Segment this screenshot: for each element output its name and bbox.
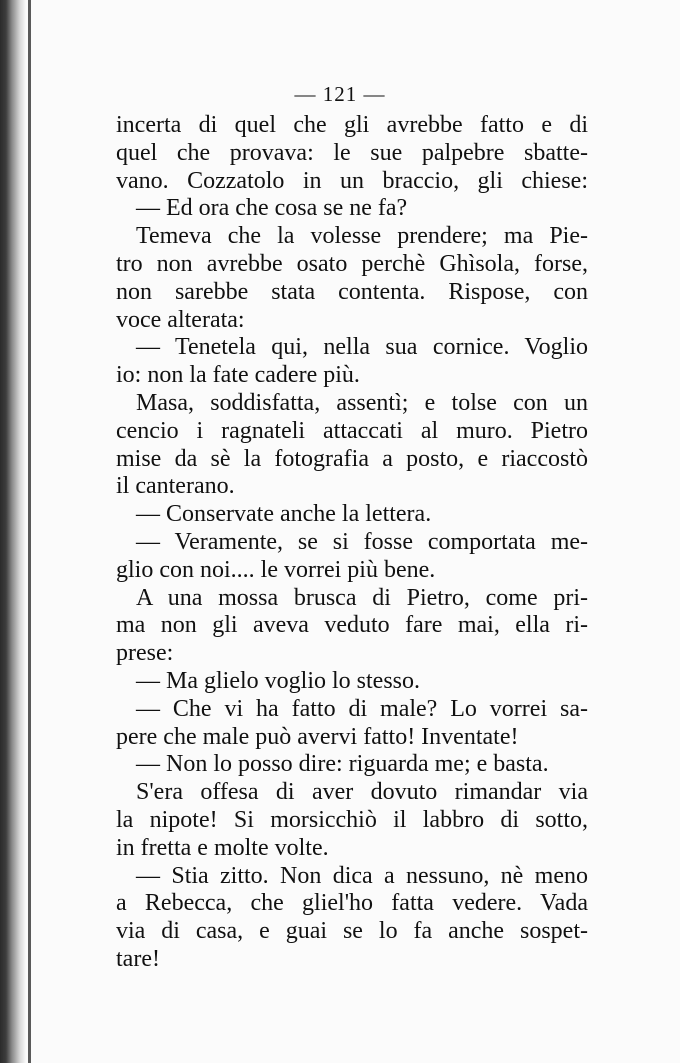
text-line: vano. Cozzatolo in un braccio, gli chiese: (116, 167, 588, 194)
text-line: glio con noi.... le vorrei più bene. (116, 556, 436, 583)
text-line: tare! (116, 945, 160, 972)
text-line: cencio i ragnateli attaccati al muro. Pietro (116, 417, 588, 444)
text-line: — Conservate anche la lettera. (136, 501, 432, 528)
text-line: incerta di quel che gli avrebbe fatto e di (116, 112, 588, 138)
text-line: prese: (116, 640, 174, 667)
text-line: pere che male può avervi fatto! Inventate! (116, 723, 519, 750)
text-line: A una mossa brusca di Pietro, come pri- (136, 584, 588, 611)
text-line: Masa, soddisfatta, assentì; e tolse con un (136, 389, 588, 416)
book-spine-shadow (0, 0, 26, 1063)
text-line: ma non gli aveva veduto fare mai, ella ri- (116, 612, 588, 639)
text-line: Temeva che la volesse prendere; ma Pie- (136, 223, 588, 250)
text-line: — Ma glielo voglio lo stesso. (136, 667, 420, 694)
text-line: voce alterata: (116, 306, 245, 333)
text-line: via di casa, e guai se lo fa anche sospet- (116, 918, 588, 945)
text-line: S'era offesa di aver dovuto rimandar via (136, 779, 588, 806)
text-line: io: non la fate cadere più. (116, 362, 360, 389)
text-line: quel che provava: le sue palpebre sbatte- (116, 139, 588, 166)
text-line: mise da sè la fotografia a posto, e riaccostò (116, 445, 588, 472)
body-text (116, 112, 588, 974)
text-line: a Rebecca, che gliel'ho fatta vedere. Vada (116, 890, 588, 917)
text-line: non sarebbe stata contenta. Rispose, con (116, 278, 588, 305)
text-line: — Che vi ha fatto di male? Lo vorrei sa- (136, 695, 588, 722)
page-number: — 121 — (294, 82, 386, 106)
text-line: — Tenetela qui, nella sua cornice. Voglio (136, 334, 588, 361)
text-line: — Ed ora che cosa se ne fa? (136, 195, 408, 222)
text-line: — Stia zitto. Non dica a nessuno, nè meno (136, 862, 588, 889)
text-line: la nipote! Si morsicchiò il labbro di sotto, (116, 806, 588, 833)
page-edge-line (28, 0, 31, 1063)
text-line: — Non lo posso dire: riguarda me; e basta. (136, 751, 549, 778)
text-line: il canterano. (116, 473, 235, 500)
text-line: in fretta e molte volte. (116, 834, 329, 861)
text-line: tro non avrebbe osato perchè Ghìsola, forse, (116, 250, 588, 277)
text-line: — Veramente, se si fosse comportata me- (136, 528, 588, 555)
